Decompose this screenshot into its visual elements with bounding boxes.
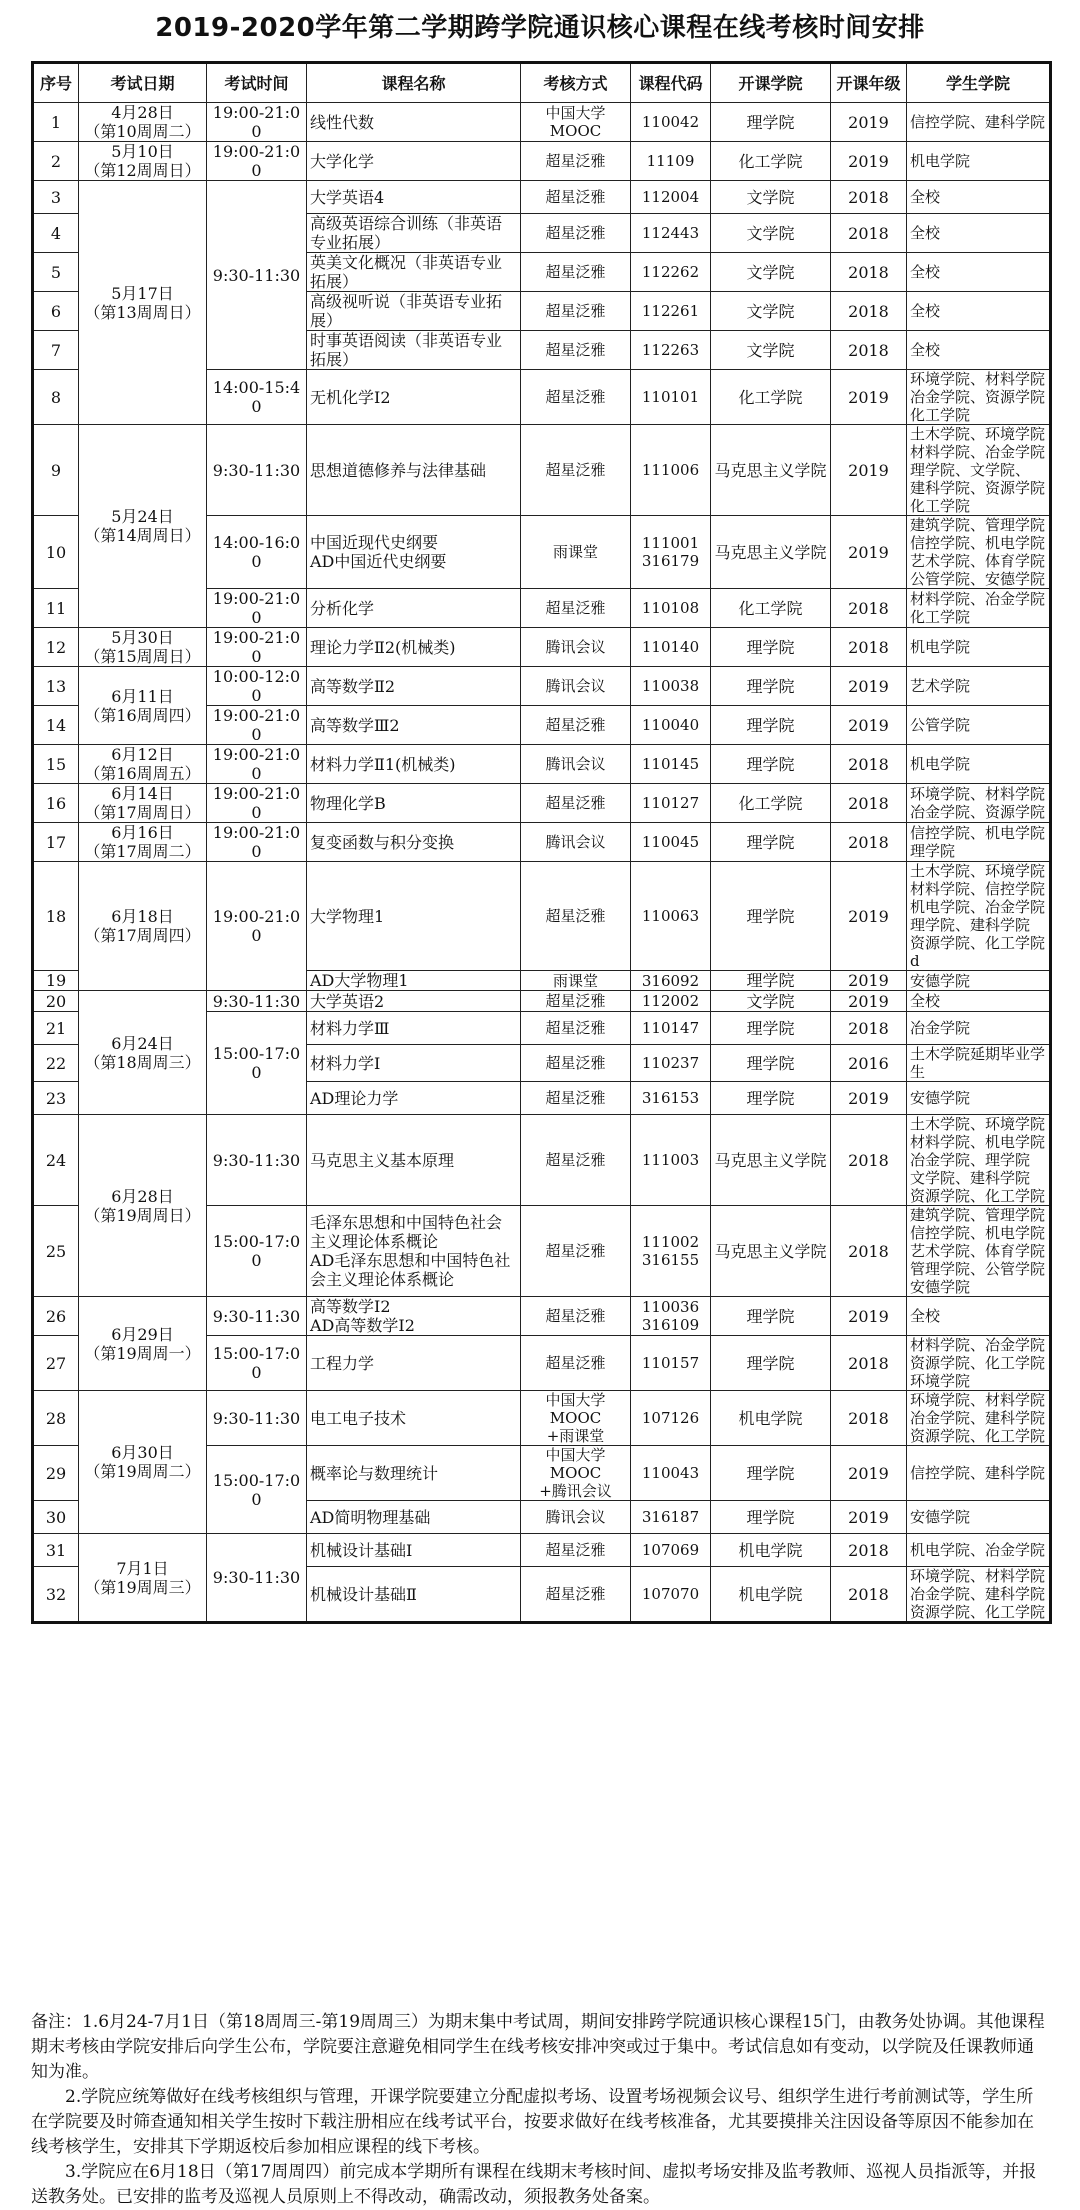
row-number: 21	[33, 1012, 79, 1045]
course-code: 112262	[631, 253, 711, 292]
row-number: 14	[33, 706, 79, 745]
exam-date: 6月28日 （第19周周日）	[79, 1115, 207, 1297]
exam-time: 19:00-21:00	[207, 862, 307, 991]
table-row	[33, 1391, 1051, 1446]
grade-year: 2018	[831, 1206, 907, 1297]
exam-time: 10:00-12:00	[207, 667, 307, 706]
exam-date: 5月30日 （第15周周日）	[79, 628, 207, 667]
course-code: 110042	[631, 103, 711, 142]
grade-year: 2019	[831, 706, 907, 745]
row-number: 25	[33, 1206, 79, 1297]
header-college: 开课学院	[711, 63, 831, 103]
exam-method: 超星泛雅	[521, 784, 631, 823]
student-colleges: 土木学院、环境学院 材料学院、冶金学院 理学院、文学院、 建科学院、资源学院 化工学院	[907, 425, 1051, 516]
exam-time: 15:00-17:00	[207, 1336, 307, 1391]
course-code: 316092	[631, 971, 711, 991]
offering-college: 化工学院	[711, 142, 831, 181]
course-code: 112261	[631, 292, 711, 331]
page-title: 2019-2020学年第二学期跨学院通识核心课程在线考核时间安排	[155, 13, 925, 43]
course-code: 110063	[631, 862, 711, 971]
exam-method: 腾讯会议	[521, 1501, 631, 1534]
offering-college: 机电学院	[711, 1391, 831, 1446]
table-row	[33, 1534, 1051, 1567]
exam-method: 腾讯会议	[521, 745, 631, 784]
row-number: 6	[33, 292, 79, 331]
course-code: 316153	[631, 1082, 711, 1115]
grade-year: 2018	[831, 1336, 907, 1391]
student-colleges: 机电学院	[907, 628, 1051, 667]
course-code: 110108	[631, 589, 711, 628]
exam-method: 超星泛雅	[521, 1567, 631, 1623]
student-colleges: 建筑学院、管理学院 信控学院、机电学院 艺术学院、体育学院 管理学院、公管学院 安德学院	[907, 1206, 1051, 1297]
exam-method: 超星泛雅	[521, 292, 631, 331]
table-header-row	[33, 63, 1051, 103]
grade-year: 2018	[831, 331, 907, 370]
exam-method: 超星泛雅	[521, 862, 631, 971]
row-number: 17	[33, 823, 79, 862]
student-colleges: 信控学院、机电学院 理学院	[907, 823, 1051, 862]
course-code: 112263	[631, 331, 711, 370]
grade-year: 2018	[831, 745, 907, 784]
course-name: 英美文化概况（非英语专业拓展）	[307, 253, 521, 292]
course-name: 高级英语综合训练（非英语专业拓展）	[307, 214, 521, 253]
table-row	[33, 628, 1051, 667]
student-colleges: 全校	[907, 214, 1051, 253]
grade-year: 2018	[831, 1012, 907, 1045]
exam-date: 6月24日 （第18周周三）	[79, 991, 207, 1115]
course-name: 大学物理1	[307, 862, 521, 971]
offering-college: 理学院	[711, 706, 831, 745]
course-code: 112443	[631, 214, 711, 253]
course-name: 线性代数	[307, 103, 521, 142]
row-number: 16	[33, 784, 79, 823]
grade-year: 2019	[831, 370, 907, 425]
course-code: 316187	[631, 1501, 711, 1534]
course-name: AD大学物理1	[307, 971, 521, 991]
offering-college: 理学院	[711, 1336, 831, 1391]
course-code: 111001 316179	[631, 516, 711, 589]
row-number: 20	[33, 991, 79, 1012]
exam-time: 19:00-21:00	[207, 589, 307, 628]
student-colleges: 安德学院	[907, 1082, 1051, 1115]
course-code: 11109	[631, 142, 711, 181]
exam-time: 9:30-11:30	[207, 425, 307, 516]
row-number: 1	[33, 103, 79, 142]
offering-college: 文学院	[711, 331, 831, 370]
schedule-table	[31, 61, 1052, 1624]
grade-year: 2018	[831, 784, 907, 823]
grade-year: 2018	[831, 181, 907, 214]
offering-college: 机电学院	[711, 1534, 831, 1567]
student-colleges: 安德学院	[907, 1501, 1051, 1534]
course-code: 111002 316155	[631, 1206, 711, 1297]
exam-method: 超星泛雅	[521, 1115, 631, 1206]
table-row	[33, 425, 1051, 516]
offering-college: 马克思主义学院	[711, 1206, 831, 1297]
student-colleges: 土木学院延期毕业学生	[907, 1045, 1051, 1082]
offering-college: 理学院	[711, 667, 831, 706]
offering-college: 化工学院	[711, 784, 831, 823]
exam-method: 超星泛雅	[521, 425, 631, 516]
course-name: 中国近现代史纲要 AD中国近代史纲要	[307, 516, 521, 589]
exam-method: 超星泛雅	[521, 1297, 631, 1336]
exam-time: 19:00-21:00	[207, 103, 307, 142]
exam-time: 9:30-11:30	[207, 1391, 307, 1446]
exam-method: 腾讯会议	[521, 823, 631, 862]
table-row	[33, 181, 1051, 214]
exam-date: 4月28日 （第10周周二）	[79, 103, 207, 142]
grade-year: 2018	[831, 1115, 907, 1206]
header-method: 考核方式	[521, 63, 631, 103]
exam-date: 5月17日 （第13周周日）	[79, 181, 207, 425]
exam-method: 超星泛雅	[521, 1082, 631, 1115]
exam-time: 9:30-11:30	[207, 1115, 307, 1206]
course-code: 111003	[631, 1115, 711, 1206]
row-number: 5	[33, 253, 79, 292]
exam-method: 超星泛雅	[521, 142, 631, 181]
row-number: 9	[33, 425, 79, 516]
exam-method: 超星泛雅	[521, 1336, 631, 1391]
offering-college: 理学院	[711, 1446, 831, 1501]
course-code: 112004	[631, 181, 711, 214]
header-time: 考试时间	[207, 63, 307, 103]
course-name: 机械设计基础Ⅱ	[307, 1567, 521, 1623]
offering-college: 理学院	[711, 1045, 831, 1082]
grade-year: 2019	[831, 425, 907, 516]
notes	[31, 2010, 1049, 2210]
grade-year: 2018	[831, 1534, 907, 1567]
offering-college: 文学院	[711, 292, 831, 331]
row-number: 27	[33, 1336, 79, 1391]
offering-college: 机电学院	[711, 1567, 831, 1623]
exam-time: 19:00-21:00	[207, 706, 307, 745]
course-name: 毛泽东思想和中国特色社会主义理论体系概论 AD毛泽东思想和中国特色社会主义理论体系概论	[307, 1206, 521, 1297]
exam-time: 14:00-16:00	[207, 516, 307, 589]
exam-time: 19:00-21:00	[207, 823, 307, 862]
course-name: 高等数学Ⅲ2	[307, 706, 521, 745]
course-name: 物理化学B	[307, 784, 521, 823]
grade-year: 2018	[831, 253, 907, 292]
course-name: 理论力学Ⅱ2(机械类)	[307, 628, 521, 667]
offering-college: 理学院	[711, 1012, 831, 1045]
offering-college: 理学院	[711, 823, 831, 862]
grade-year: 2019	[831, 667, 907, 706]
header-course: 课程名称	[307, 63, 521, 103]
student-colleges: 全校	[907, 1297, 1051, 1336]
row-number: 26	[33, 1297, 79, 1336]
exam-time: 19:00-21:00	[207, 628, 307, 667]
offering-college: 文学院	[711, 253, 831, 292]
course-code: 107070	[631, 1567, 711, 1623]
exam-method: 超星泛雅	[521, 370, 631, 425]
exam-time: 19:00-21:00	[207, 784, 307, 823]
course-name: 分析化学	[307, 589, 521, 628]
offering-college: 化工学院	[711, 589, 831, 628]
table-row	[33, 142, 1051, 181]
grade-year: 2018	[831, 214, 907, 253]
offering-college: 马克思主义学院	[711, 1115, 831, 1206]
student-colleges: 安德学院	[907, 971, 1051, 991]
course-name: 马克思主义基本原理	[307, 1115, 521, 1206]
exam-method: 雨课堂	[521, 516, 631, 589]
course-code: 111006	[631, 425, 711, 516]
course-name: 大学英语4	[307, 181, 521, 214]
student-colleges: 全校	[907, 292, 1051, 331]
row-number: 10	[33, 516, 79, 589]
course-code: 110237	[631, 1045, 711, 1082]
course-code: 110036 316109	[631, 1297, 711, 1336]
course-name: 机械设计基础Ⅰ	[307, 1534, 521, 1567]
row-number: 12	[33, 628, 79, 667]
row-number: 29	[33, 1446, 79, 1501]
row-number: 30	[33, 1501, 79, 1534]
course-name: 工程力学	[307, 1336, 521, 1391]
student-colleges: 机电学院	[907, 142, 1051, 181]
student-colleges: 信控学院、建科学院	[907, 1446, 1051, 1501]
student-colleges: 环境学院、材料学院 冶金学院、资源学院 化工学院	[907, 370, 1051, 425]
grade-year: 2016	[831, 1045, 907, 1082]
exam-method: 超星泛雅	[521, 1045, 631, 1082]
course-name: 材料力学Ⅲ	[307, 1012, 521, 1045]
exam-time: 9:30-11:30	[207, 991, 307, 1012]
exam-date: 6月12日 （第16周周五）	[79, 745, 207, 784]
table-row	[33, 862, 1051, 971]
exam-date: 5月10日 （第12周周日）	[79, 142, 207, 181]
exam-date: 5月24日 （第14周周日）	[79, 425, 207, 628]
exam-time: 15:00-17:00	[207, 1446, 307, 1534]
row-number: 22	[33, 1045, 79, 1082]
course-code: 110147	[631, 1012, 711, 1045]
grade-year: 2019	[831, 862, 907, 971]
student-colleges: 环境学院、材料学院 冶金学院、建科学院 资源学院、化工学院	[907, 1391, 1051, 1446]
exam-method: 超星泛雅	[521, 181, 631, 214]
note-1: 备注：1.6月24-7月1日（第18周周三-第19周周三）为期末集中考试周，期间安排跨学院通识核心课程15门，由教务处协调。其他课程期末考核由学院安排后向学生公布，学院要注意避免相同学生在线考核安排冲突或过于集中。考试信息如有变动，以学院及任课教师通知为准。	[31, 2012, 1045, 2082]
grade-year: 2019	[831, 103, 907, 142]
offering-college: 文学院	[711, 991, 831, 1012]
offering-college: 理学院	[711, 628, 831, 667]
exam-method: 超星泛雅	[521, 589, 631, 628]
course-name: 概率论与数理统计	[307, 1446, 521, 1501]
exam-time: 9:30-11:30	[207, 181, 307, 370]
table-row	[33, 991, 1051, 1012]
row-number: 31	[33, 1534, 79, 1567]
course-name: AD理论力学	[307, 1082, 521, 1115]
course-code: 110101	[631, 370, 711, 425]
header-students: 学生学院	[907, 63, 1051, 103]
offering-college: 马克思主义学院	[711, 425, 831, 516]
row-number: 24	[33, 1115, 79, 1206]
note-2: 2.学院应统筹做好在线考核组织与管理，开课学院要建立分配虚拟考场、设置考场视频会议号、组织学生进行考前测试等，学生所在学院要及时筛查通知相关学生按时下载注册相应在线考试平台，按要求做好在线考核准备，尤其要摸排关注因设备等原因不能参加在线考核学生，安排其下学期返校后参加相应课程的线下考核。	[31, 2087, 1034, 2157]
course-name: 大学化学	[307, 142, 521, 181]
exam-date: 6月14日 （第17周周日）	[79, 784, 207, 823]
grade-year: 2019	[831, 516, 907, 589]
student-colleges: 机电学院、冶金学院	[907, 1534, 1051, 1567]
table-row	[33, 823, 1051, 862]
header-grade: 开课年级	[831, 63, 907, 103]
course-code: 110127	[631, 784, 711, 823]
course-code: 110157	[631, 1336, 711, 1391]
student-colleges: 环境学院、材料学院 冶金学院、资源学院	[907, 784, 1051, 823]
student-colleges: 全校	[907, 991, 1051, 1012]
header-date: 考试日期	[79, 63, 207, 103]
table-body	[33, 103, 1051, 1623]
course-name: 材料力学Ⅱ1(机械类)	[307, 745, 521, 784]
exam-date: 6月29日 （第19周周一）	[79, 1297, 207, 1391]
exam-time: 15:00-17:00	[207, 1012, 307, 1115]
student-colleges: 机电学院	[907, 745, 1051, 784]
exam-method: 雨课堂	[521, 971, 631, 991]
course-code: 112002	[631, 991, 711, 1012]
offering-college: 理学院	[711, 1082, 831, 1115]
course-name: 复变函数与积分变换	[307, 823, 521, 862]
offering-college: 文学院	[711, 181, 831, 214]
exam-method: 中国大学 MOOC +雨课堂	[521, 1391, 631, 1446]
table-row	[33, 1297, 1051, 1336]
row-number: 4	[33, 214, 79, 253]
course-name: 电工电子技术	[307, 1391, 521, 1446]
exam-method: 超星泛雅	[521, 706, 631, 745]
student-colleges: 全校	[907, 181, 1051, 214]
exam-date: 6月18日 （第17周周四）	[79, 862, 207, 991]
course-code: 107126	[631, 1391, 711, 1446]
row-number: 28	[33, 1391, 79, 1446]
offering-college: 文学院	[711, 214, 831, 253]
exam-method: 超星泛雅	[521, 1012, 631, 1045]
student-colleges: 全校	[907, 253, 1051, 292]
grade-year: 2019	[831, 1501, 907, 1534]
grade-year: 2018	[831, 589, 907, 628]
student-colleges: 土木学院、环境学院 材料学院、机电学院 冶金学院、理学院 文学院、建科学院 资源学院、化工学院	[907, 1115, 1051, 1206]
student-colleges: 建筑学院、管理学院 信控学院、机电学院 艺术学院、体育学院 公管学院、安德学院	[907, 516, 1051, 589]
note-3: 3.学院应在6月18日（第17周周四）前完成本学期所有课程在线期末考核时间、虚拟考场安排及监考教师、巡视人员指派等，并报送教务处。已安排的监考及巡视人员原则上不得改动，确需改动，须报教务处备案。	[31, 2162, 1037, 2207]
exam-date: 6月11日 （第16周周四）	[79, 667, 207, 745]
exam-method: 超星泛雅	[521, 991, 631, 1012]
course-code: 110045	[631, 823, 711, 862]
grade-year: 2019	[831, 1082, 907, 1115]
exam-method: 超星泛雅	[521, 331, 631, 370]
exam-method: 腾讯会议	[521, 667, 631, 706]
offering-college: 理学院	[711, 862, 831, 971]
table-row	[33, 667, 1051, 706]
grade-year: 2018	[831, 628, 907, 667]
offering-college: 理学院	[711, 103, 831, 142]
course-name: 高级视听说（非英语专业拓展）	[307, 292, 521, 331]
row-number: 32	[33, 1567, 79, 1623]
row-number: 23	[33, 1082, 79, 1115]
table-row	[33, 103, 1051, 142]
student-colleges: 信控学院、建科学院	[907, 103, 1051, 142]
exam-time: 15:00-17:00	[207, 1206, 307, 1297]
row-number: 13	[33, 667, 79, 706]
exam-time: 14:00-15:40	[207, 370, 307, 425]
exam-method: 腾讯会议	[521, 628, 631, 667]
grade-year: 2018	[831, 1391, 907, 1446]
grade-year: 2018	[831, 292, 907, 331]
course-name: 高等数学Ⅰ2 AD高等数学Ⅰ2	[307, 1297, 521, 1336]
grade-year: 2019	[831, 991, 907, 1012]
student-colleges: 材料学院、冶金学院 资源学院、化工学院 环境学院	[907, 1336, 1051, 1391]
table-row	[33, 784, 1051, 823]
row-number: 18	[33, 862, 79, 971]
exam-time: 9:30-11:30	[207, 1297, 307, 1336]
table-row	[33, 745, 1051, 784]
exam-time: 19:00-21:00	[207, 745, 307, 784]
student-colleges: 冶金学院	[907, 1012, 1051, 1045]
exam-method: 中国大学 MOOC	[521, 103, 631, 142]
student-colleges: 环境学院、材料学院 冶金学院、建科学院 资源学院、化工学院	[907, 1567, 1051, 1623]
course-name: 大学英语2	[307, 991, 521, 1012]
student-colleges: 土木学院、环境学院 材料学院、信控学院 机电学院、冶金学院 理学院、建科学院 资源学院、化工学院d	[907, 862, 1051, 971]
course-code: 107069	[631, 1534, 711, 1567]
row-number: 19	[33, 971, 79, 991]
course-code: 110038	[631, 667, 711, 706]
exam-time: 19:00-21:00	[207, 142, 307, 181]
grade-year: 2019	[831, 1446, 907, 1501]
course-name: 无机化学Ⅰ2	[307, 370, 521, 425]
course-name: 思想道德修养与法律基础	[307, 425, 521, 516]
student-colleges: 全校	[907, 331, 1051, 370]
offering-college: 理学院	[711, 971, 831, 991]
course-name: AD简明物理基础	[307, 1501, 521, 1534]
row-number: 8	[33, 370, 79, 425]
course-name: 材料力学Ⅰ	[307, 1045, 521, 1082]
row-number: 15	[33, 745, 79, 784]
offering-college: 理学院	[711, 745, 831, 784]
table-row	[33, 1115, 1051, 1206]
course-code: 110040	[631, 706, 711, 745]
exam-method: 超星泛雅	[521, 253, 631, 292]
offering-college: 理学院	[711, 1501, 831, 1534]
exam-date: 7月1日 （第19周周三）	[79, 1534, 207, 1623]
exam-method: 超星泛雅	[521, 1534, 631, 1567]
exam-date: 6月16日 （第17周周二）	[79, 823, 207, 862]
student-colleges: 材料学院、冶金学院 化工学院	[907, 589, 1051, 628]
exam-date: 6月30日 （第19周周二）	[79, 1391, 207, 1534]
offering-college: 理学院	[711, 1297, 831, 1336]
offering-college: 化工学院	[711, 370, 831, 425]
grade-year: 2018	[831, 1567, 907, 1623]
header-no: 序号	[33, 63, 79, 103]
row-number: 2	[33, 142, 79, 181]
exam-time: 9:30-11:30	[207, 1534, 307, 1623]
header-code: 课程代码	[631, 63, 711, 103]
row-number: 7	[33, 331, 79, 370]
grade-year: 2019	[831, 142, 907, 181]
exam-method: 中国大学 MOOC +腾讯会议	[521, 1446, 631, 1501]
course-name: 时事英语阅读（非英语专业拓展）	[307, 331, 521, 370]
grade-year: 2018	[831, 823, 907, 862]
course-code: 110140	[631, 628, 711, 667]
row-number: 3	[33, 181, 79, 214]
course-name: 高等数学Ⅱ2	[307, 667, 521, 706]
course-code: 110043	[631, 1446, 711, 1501]
row-number: 11	[33, 589, 79, 628]
student-colleges: 公管学院	[907, 706, 1051, 745]
grade-year: 2019	[831, 971, 907, 991]
exam-method: 超星泛雅	[521, 1206, 631, 1297]
offering-college: 马克思主义学院	[711, 516, 831, 589]
grade-year: 2019	[831, 1297, 907, 1336]
course-code: 110145	[631, 745, 711, 784]
student-colleges: 艺术学院	[907, 667, 1051, 706]
exam-method: 超星泛雅	[521, 214, 631, 253]
